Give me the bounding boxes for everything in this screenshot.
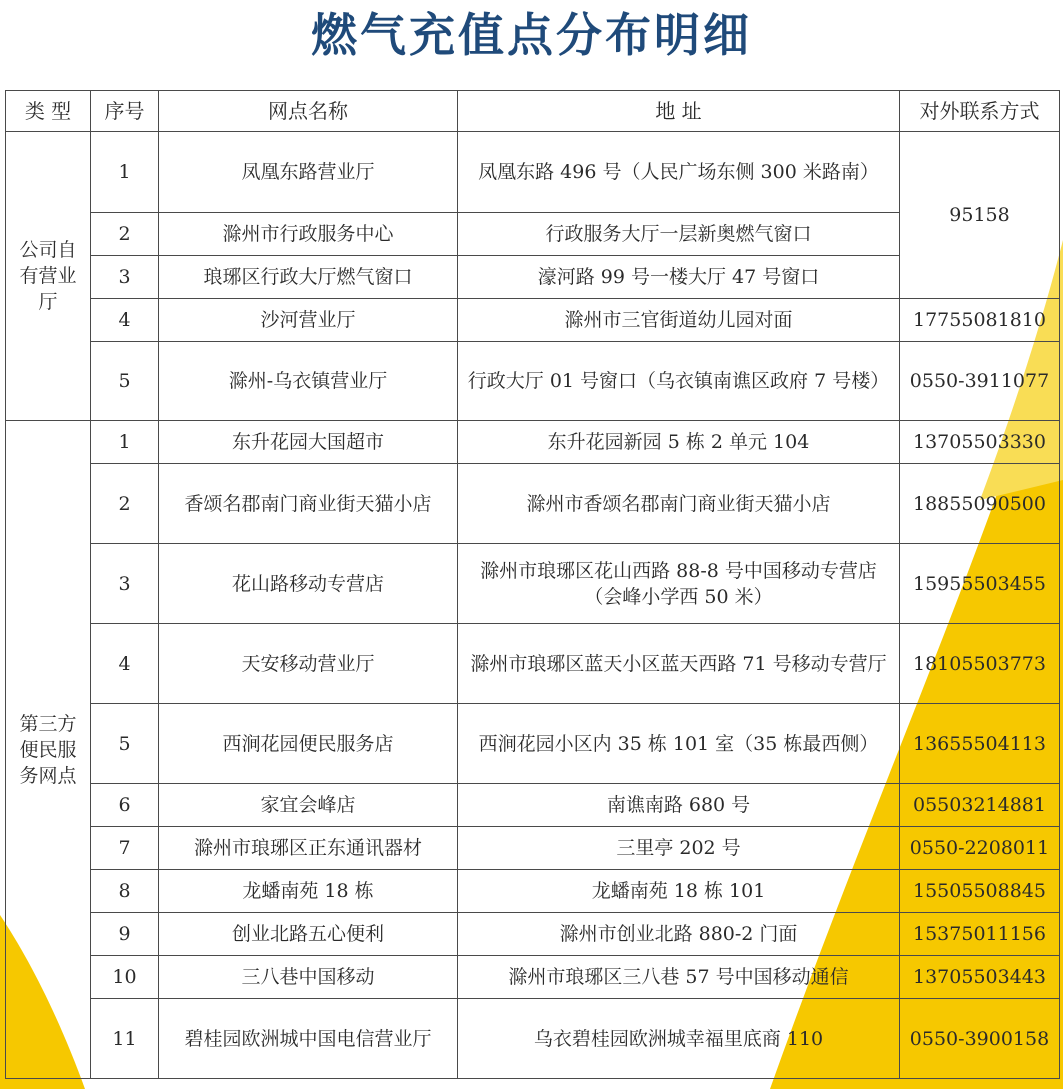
number-cell: 7 <box>91 827 159 870</box>
name-cell: 凤凰东路营业厅 <box>159 132 458 213</box>
address-cell: 滁州市创业北路 880-2 门面 <box>458 913 900 956</box>
address-cell: 南谯南路 680 号 <box>458 784 900 827</box>
contact-cell: 05503214881 <box>900 784 1060 827</box>
number-cell: 4 <box>91 624 159 704</box>
name-cell: 滁州-乌衣镇营业厅 <box>159 342 458 421</box>
number-cell: 8 <box>91 870 159 913</box>
address-cell: 滁州市琅琊区花山西路 88-8 号中国移动专营店（会峰小学西 50 米） <box>458 544 900 624</box>
contact-cell: 13705503330 <box>900 421 1060 464</box>
number-cell: 2 <box>91 213 159 256</box>
type-cell: 第三方便民服务网点 <box>6 421 91 1079</box>
name-cell: 东升花园大国超市 <box>159 421 458 464</box>
number-cell: 9 <box>91 913 159 956</box>
name-cell: 家宜会峰店 <box>159 784 458 827</box>
address-cell: 龙蟠南苑 18 栋 101 <box>458 870 900 913</box>
name-cell: 三八巷中国移动 <box>159 956 458 999</box>
name-cell: 沙河营业厅 <box>159 299 458 342</box>
name-cell: 西涧花园便民服务店 <box>159 704 458 784</box>
type-cell: 公司自有营业厅 <box>6 132 91 421</box>
name-cell: 琅琊区行政大厅燃气窗口 <box>159 256 458 299</box>
contact-cell: 95158 <box>900 132 1060 299</box>
contact-cell: 0550-2208011 <box>900 827 1060 870</box>
name-cell: 滁州市行政服务中心 <box>159 213 458 256</box>
contact-cell: 15505508845 <box>900 870 1060 913</box>
address-cell: 滁州市香颂名郡南门商业街天猫小店 <box>458 464 900 544</box>
number-cell: 3 <box>91 256 159 299</box>
contact-cell: 15955503455 <box>900 544 1060 624</box>
table-row <box>6 544 1060 624</box>
address-cell: 东升花园新园 5 栋 2 单元 104 <box>458 421 900 464</box>
address-cell: 乌衣碧桂园欧洲城幸福里底商 110 <box>458 999 900 1079</box>
name-cell: 花山路移动专营店 <box>159 544 458 624</box>
header-row <box>6 91 1060 132</box>
address-cell: 滁州市琅琊区三八巷 57 号中国移动通信 <box>458 956 900 999</box>
name-cell: 创业北路五心便利 <box>159 913 458 956</box>
table-row <box>6 999 1060 1079</box>
number-cell: 10 <box>91 956 159 999</box>
number-cell: 5 <box>91 342 159 421</box>
contact-cell: 18855090500 <box>900 464 1060 544</box>
table-row <box>6 827 1060 870</box>
contact-cell: 13705503443 <box>900 956 1060 999</box>
number-cell: 4 <box>91 299 159 342</box>
number-cell: 1 <box>91 132 159 213</box>
number-cell: 5 <box>91 704 159 784</box>
name-cell: 天安移动营业厅 <box>159 624 458 704</box>
contact-cell: 0550-3900158 <box>900 999 1060 1079</box>
table-row <box>6 342 1060 421</box>
address-cell: 三里亭 202 号 <box>458 827 900 870</box>
table-row <box>6 956 1060 999</box>
address-cell: 行政服务大厅一层新奥燃气窗口 <box>458 213 900 256</box>
contact-cell: 18105503773 <box>900 624 1060 704</box>
name-cell: 滁州市琅琊区正东通讯器材 <box>159 827 458 870</box>
table-row <box>6 299 1060 342</box>
address-cell: 滁州市三官街道幼儿园对面 <box>458 299 900 342</box>
address-cell: 西涧花园小区内 35 栋 101 室（35 栋最西侧） <box>458 704 900 784</box>
number-cell: 1 <box>91 421 159 464</box>
table-row <box>6 870 1060 913</box>
table-row <box>6 464 1060 544</box>
number-cell: 2 <box>91 464 159 544</box>
contact-cell: 0550-3911077 <box>900 342 1060 421</box>
name-cell: 龙蟠南苑 18 栋 <box>159 870 458 913</box>
header-address: 地 址 <box>458 91 900 132</box>
header-name: 网点名称 <box>159 91 458 132</box>
header-type: 类 型 <box>6 91 91 132</box>
name-cell: 香颂名郡南门商业街天猫小店 <box>159 464 458 544</box>
address-cell: 凤凰东路 496 号（人民广场东侧 300 米路南） <box>458 132 900 213</box>
contact-cell: 15375011156 <box>900 913 1060 956</box>
address-cell: 行政大厅 01 号窗口（乌衣镇南谯区政府 7 号楼） <box>458 342 900 421</box>
number-cell: 6 <box>91 784 159 827</box>
address-cell: 濠河路 99 号一楼大厅 47 号窗口 <box>458 256 900 299</box>
table-row <box>6 913 1060 956</box>
table-row <box>6 624 1060 704</box>
table-row <box>6 784 1060 827</box>
header-number: 序号 <box>91 91 159 132</box>
table-row <box>6 704 1060 784</box>
contact-cell: 17755081810 <box>900 299 1060 342</box>
number-cell: 3 <box>91 544 159 624</box>
table-row <box>6 421 1060 464</box>
recharge-points-table <box>5 90 1060 1079</box>
name-cell: 碧桂园欧洲城中国电信营业厅 <box>159 999 458 1079</box>
table-row <box>6 132 1060 213</box>
header-contact: 对外联系方式 <box>900 91 1060 132</box>
page-title: 燃气充值点分布明细 <box>311 8 752 62</box>
contact-cell: 13655504113 <box>900 704 1060 784</box>
address-cell: 滁州市琅琊区蓝天小区蓝天西路 71 号移动专营厅 <box>458 624 900 704</box>
number-cell: 11 <box>91 999 159 1079</box>
